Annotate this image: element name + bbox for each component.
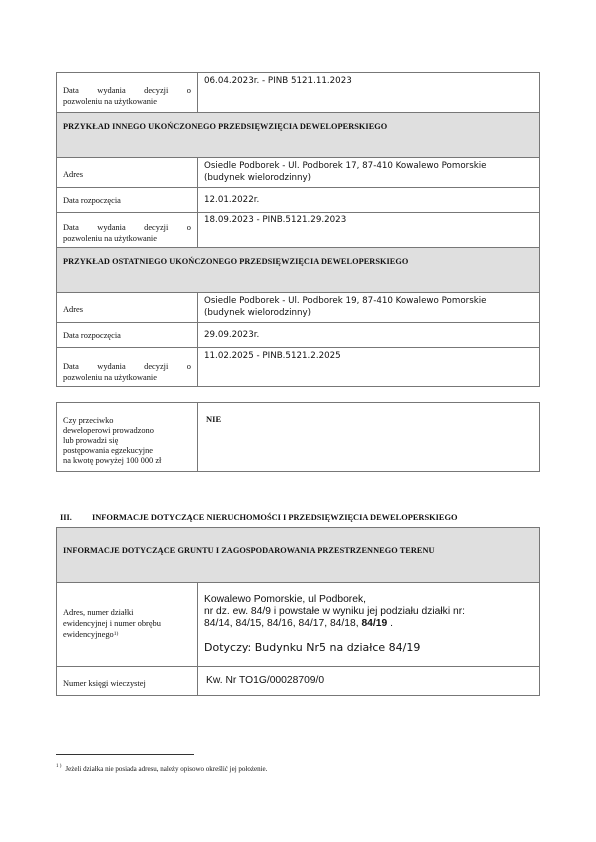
- enforcement-label-line2: deweloperowi prowadzono: [63, 426, 154, 435]
- row-occupancy-permit-3: [57, 347, 539, 387]
- plot-address-value-line3: 84/14, 84/15, 84/16, 84/17, 84/18, 84/19 .: [204, 618, 393, 629]
- address-value-line1: Osiedle Podborek - Ul. Podborek 17, 87-410 Kowalewo Pomorskie: [204, 161, 487, 171]
- row-occupancy-permit-2: [57, 212, 539, 247]
- address-value-line1: Osiedle Podborek - Ul. Podborek 19, 87-410 Kowalewo Pomorskie: [204, 296, 487, 306]
- plot-address-value-line1: Kowalewo Pomorskie, ul Podborek,: [204, 594, 366, 605]
- occupancy-permit-value: 06.04.2023r. - PINB 5121.11.2023: [204, 76, 352, 86]
- address-value-line2: (budynek wielorodzinny): [204, 173, 312, 183]
- footnote-ref: 1): [113, 631, 119, 637]
- row-enforcement: [57, 403, 539, 471]
- label-cell: [57, 403, 198, 471]
- occupancy-permit-label-line2: pozwoleniu na użytkowanie: [63, 97, 157, 106]
- plot-address-label-line1: Adres, numer działki: [63, 608, 134, 617]
- row-address-2: [57, 292, 539, 322]
- row-address-1: [57, 157, 539, 187]
- enforcement-value: NIE: [206, 414, 222, 424]
- occupancy-permit-value: 18.09.2023 - PINB.5121.29.2023: [204, 215, 347, 225]
- occupancy-permit-value: 11.02.2025 - PINB.5121.2.2025: [204, 351, 341, 361]
- plot-number-bold: 84/19: [361, 618, 388, 629]
- label-cell: [57, 293, 198, 322]
- address-label: Adres: [63, 170, 84, 179]
- start-date-label: Data rozpoczęcia: [63, 331, 121, 340]
- enforcement-proceedings-table: [56, 402, 540, 472]
- footnote-separator: [56, 754, 194, 755]
- plot-address-label-line2: ewidencyjnej i numer obrębu: [63, 619, 161, 628]
- enforcement-label-line5: na kwotę powyżej 100 000 zł: [63, 456, 162, 465]
- label-cell: [57, 348, 198, 387]
- value-cell: [198, 583, 539, 666]
- section-header-last-project: [57, 247, 539, 292]
- land-register-value: Kw. Nr TO1G/00028709/0: [206, 675, 325, 686]
- footnote: [56, 765, 267, 773]
- developer-projects-table: [56, 72, 540, 387]
- value-cell: [198, 293, 539, 322]
- label-cell: [57, 73, 198, 112]
- row-plot-address: [57, 582, 539, 666]
- row-land-register: [57, 666, 539, 695]
- label-cell: [57, 583, 198, 666]
- occupancy-permit-label-line1: Data wydania decyzji o: [63, 362, 191, 371]
- land-info-table: [56, 527, 540, 696]
- occupancy-permit-label-line2: pozwoleniu na użytkowanie: [63, 373, 157, 382]
- section-header-text: PRZYKŁAD OSTATNIEGO UKOŃCZONEGO PRZEDSIĘWZIĘCIA DEWELOPERSKIEGO: [63, 257, 409, 266]
- address-label: Adres: [63, 305, 84, 314]
- value-cell: [198, 158, 539, 187]
- label-cell: [57, 213, 198, 247]
- enforcement-label-line4: postępowania egzekucyjne: [63, 446, 153, 455]
- plot-address-value-line2: nr dz. ew. 84/9 i powstałe w wyniku jej podziału działki nr:: [204, 606, 465, 617]
- value-cell: [198, 348, 539, 387]
- footnote-mark: 1 ): [56, 764, 62, 769]
- enforcement-label-line1: Czy przeciwko: [63, 416, 114, 425]
- row-occupancy-permit-1: [57, 73, 539, 112]
- value-cell: [198, 323, 539, 347]
- enforcement-label-line3: lub prowadzi się: [63, 436, 119, 445]
- start-date-value: 12.01.2022r.: [204, 195, 260, 205]
- label-cell: [57, 667, 198, 695]
- label-cell: [57, 158, 198, 187]
- start-date-label: Data rozpoczęcia: [63, 196, 121, 205]
- value-cell: [198, 403, 539, 471]
- label-cell: [57, 323, 198, 347]
- section-header-other-project: [57, 112, 539, 157]
- occupancy-permit-label-line2: pozwoleniu na użytkowanie: [63, 234, 157, 243]
- occupancy-permit-label-line1: Data wydania decyzji o: [63, 223, 191, 232]
- start-date-value: 29.09.2023r.: [204, 330, 260, 340]
- value-cell: [198, 73, 539, 112]
- section-number: III.: [60, 513, 72, 522]
- row-start-date-1: [57, 187, 539, 212]
- land-register-label: Numer księgi wieczystej: [63, 679, 146, 688]
- value-cell: [198, 213, 539, 247]
- section-header-text: INFORMACJE DOTYCZĄCE GRUNTU I ZAGOSPODAROWANIA PRZESTRZENNEGO TERENU: [63, 546, 435, 555]
- footnote-text: Jeżeli działka nie posiada adresu, należy opisowo określić jej położenie.: [65, 765, 268, 773]
- row-start-date-2: [57, 322, 539, 347]
- section-header-text: PRZYKŁAD INNEGO UKOŃCZONEGO PRZEDSIĘWZIĘCIA DEWELOPERSKIEGO: [63, 122, 388, 131]
- plot-address-label-line3: ewidencyjnego$^{1)}$: [63, 630, 119, 639]
- section-title: INFORMACJE DOTYCZĄCE NIERUCHOMOŚCI I PRZEDSIĘWZIĘCIA DEWELOPERSKIEGO: [92, 513, 458, 522]
- occupancy-permit-label-line1: Data wydania decyzji o: [63, 86, 191, 95]
- section-header-land: [57, 528, 539, 582]
- value-cell: [198, 188, 539, 212]
- value-cell: [198, 667, 539, 695]
- address-value-line2: (budynek wielorodzinny): [204, 308, 312, 318]
- section-iii-heading: [60, 513, 458, 522]
- plot-address-value-line4: Dotyczy: Budynku Nr5 na działce 84/19: [204, 641, 421, 654]
- label-cell: [57, 188, 198, 212]
